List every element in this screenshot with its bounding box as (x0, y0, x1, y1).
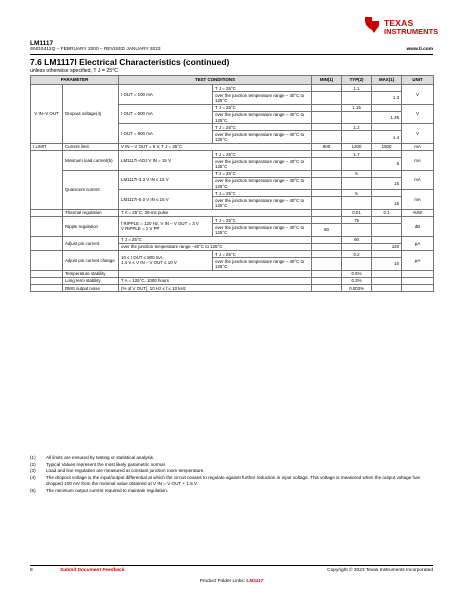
col-header-test-conditions: TEST CONDITIONS (119, 76, 312, 85)
copyright: Copyright © 2023 Texas Instruments Incorporated (327, 568, 433, 573)
typ-value: 1.1 (342, 85, 372, 92)
quiescent-condition: LM1117I-5.0 V IN ≤ 15 V (119, 190, 213, 210)
texas-state-icon (363, 15, 381, 35)
condition-range: over the junction temperature range – 40°C to 125°C (213, 224, 312, 236)
unit-value: µA (402, 251, 434, 271)
dropout-condition: I OUT = 800 mA (119, 124, 213, 144)
col-header-min: MIN(1) (312, 76, 342, 85)
ripple-parameter: Ripple regulation (63, 217, 119, 237)
footnote-text: All limits are ensured by testing or statistical analysis. (46, 455, 155, 460)
col-header-unit: UNIT (402, 76, 434, 85)
col-header-parameter: PARAMETER (31, 76, 119, 85)
quiescent-parameter: Quiescent current (63, 170, 119, 209)
max-value: 1500 (372, 143, 402, 150)
header-rule (30, 54, 433, 55)
product-folder-link[interactable]: LM1117 (246, 579, 264, 584)
product-folder-label: Product Folder Links: (199, 579, 246, 584)
condition-range: over the junction temperature range – 40°C to 125°C (213, 131, 312, 143)
unit-value: V (402, 104, 434, 124)
footnote-item (30, 475, 433, 488)
temp-stability-parameter: Temperature stability (63, 270, 119, 277)
max-value: 120 (372, 243, 402, 250)
page-number: 8 (30, 568, 33, 573)
footnote-text: The dropout voltage is the input/output differential at which the circuit ceases to regulate against further reduction in input voltage. This voltage is measured when the output voltage has dropped 100 mV from the nominal value obtained at V IN = V OUT + 1.5 V. (46, 474, 420, 486)
typ-value: 60 (342, 236, 372, 243)
section-title: 7.6 LM1117I Electrical Characteristics (continued) (30, 57, 230, 67)
dropout-condition: I OUT = 100 mA (119, 85, 213, 105)
condition-tj: T J = 25°C (213, 85, 312, 92)
typ-value: 1.7 (342, 151, 372, 158)
dropout-symbol: V IN–V OUT (31, 85, 63, 144)
footnote-text: Typical Values represent the most likely parametric normal. (46, 461, 166, 467)
adj-change-parameter: Adjust pin current change (63, 251, 119, 271)
table-row (31, 151, 434, 158)
max-value: 5 (372, 158, 402, 170)
unit-value: %/W (402, 209, 434, 216)
unit-value: dB (402, 217, 434, 237)
condition-range: over the junction temperature range – 40°C to 125°C (213, 158, 312, 170)
footnote-text: The minimum output current required to maintain regulation. (46, 487, 169, 493)
min-load-parameter: Minimum load current(5) (63, 151, 119, 171)
adj-pin-condition-2: over the junction temperature range –40°C to 125°C (119, 243, 312, 250)
product-folder-links (0, 579, 463, 584)
col-header-typ: TYP(2) (342, 76, 372, 85)
table-row (31, 270, 434, 277)
condition-range: over the junction temperature range – 40°C to 125°C (213, 258, 312, 270)
adj-pin-condition-1: T J = 25°C (119, 236, 312, 243)
table-row (31, 277, 434, 284)
adj-pin-parameter: Adjust pin current (63, 236, 119, 250)
table-row (31, 209, 434, 216)
unit-value: mA (402, 170, 434, 190)
footnotes (30, 455, 433, 494)
adj-change-condition-line2: 1.4 V ≤ V IN – V OUT ≤ 10 V (121, 260, 177, 266)
table-row (31, 85, 434, 92)
typ-value: 0.003% (342, 285, 372, 292)
long-term-parameter: Long term stability (63, 277, 119, 284)
adj-change-condition-line1: 10 ≤ I OUT ≤ 800 mA, (121, 255, 164, 261)
condition-range: over the junction temperature range – 40°C to 125°C (213, 111, 312, 123)
typ-value: 1.15 (342, 104, 372, 111)
long-term-condition: T A = 125°C, 1000 hours (119, 277, 312, 284)
current-limit-condition: V IN – V OUT = 5 V, T J = 25°C (119, 143, 312, 150)
dropout-parameter: Dropout voltage(4) (63, 85, 119, 144)
unit-value: µA (402, 236, 434, 250)
min-load-condition: LM1117I-ADJ V IN = 15 V (119, 151, 213, 171)
max-value: 15 (372, 197, 402, 209)
typ-value: 0.01 (342, 209, 372, 216)
footnote-text: Load and line regulation are measured at constant junction room temperature. (46, 468, 205, 473)
footnote-number: (1) (30, 455, 36, 460)
table-row (31, 170, 434, 177)
document-code: SNOS412Q – FEBRUARY 2000 – REVISED JANUARY 2023 (30, 47, 161, 52)
min-value: 800 (312, 143, 342, 150)
logo-text-instruments: INSTRUMENTS (384, 27, 439, 36)
table-row (31, 251, 434, 258)
typ-value: 0.5% (342, 270, 372, 277)
footnote-number: (5) (30, 487, 36, 493)
unit-value: V (402, 85, 434, 105)
ripple-condition (119, 217, 213, 237)
max-value: 1.3 (372, 92, 402, 104)
footnote-number: (4) (30, 474, 36, 480)
table-row (31, 236, 434, 243)
footnote-number: (3) (30, 468, 36, 473)
quiescent-condition: LM1117I-3.3 V IN ≤ 15 V (119, 170, 213, 190)
unit-value: mA (402, 190, 434, 210)
typ-value: 1200 (342, 143, 372, 150)
col-header-max: MAX(1) (372, 76, 402, 85)
condition-tj: T J = 25°C (213, 151, 312, 158)
thermal-condition: T A = 25°C, 30-ms pulse (119, 209, 312, 216)
condition-tj: T J = 25°C (213, 190, 312, 197)
current-limit-parameter: Current limit (63, 143, 119, 150)
website-link[interactable]: www.ti.com (406, 47, 433, 52)
ti-logo (363, 15, 439, 37)
max-value: 1.4 (372, 131, 402, 143)
unit-value: mA (402, 151, 434, 171)
max-value: 0.1 (372, 209, 402, 216)
max-value: 10 (372, 258, 402, 270)
table-header-row (31, 76, 434, 85)
rms-noise-condition: (% of V OUT), 10 Hz ≤ f ≤ 10 kHz (119, 285, 312, 292)
dropout-condition: I OUT = 500 mA (119, 104, 213, 124)
table-row (31, 143, 434, 150)
condition-tj: T J = 25°C (213, 124, 312, 131)
max-value: 15 (372, 177, 402, 189)
logo-text-texas: TEXAS (384, 18, 414, 28)
thermal-parameter: Thermal regulation (63, 209, 119, 216)
typ-value: 75 (342, 217, 372, 224)
unit-value: V (402, 124, 434, 144)
unit-value: mA (402, 143, 434, 150)
footnote-number: (2) (30, 461, 36, 467)
footnote-item (30, 488, 433, 495)
typ-value: 5 (342, 170, 372, 177)
rms-noise-parameter: RMS output noise (63, 285, 119, 292)
submit-feedback-link[interactable]: Submit Document Feedback (60, 568, 125, 573)
current-limit-symbol: I LIMIT (31, 143, 63, 150)
condition-tj: T J = 25°C (213, 170, 312, 177)
typ-value: 0.3% (342, 277, 372, 284)
typ-value: 5 (342, 190, 372, 197)
table-row (31, 217, 434, 224)
condition-tj: T J = 25°C (213, 251, 312, 258)
electrical-characteristics-table (30, 75, 434, 292)
part-number: LM1117 (30, 40, 54, 47)
typ-value: 1.2 (342, 124, 372, 131)
max-value: 1.35 (372, 111, 402, 123)
conditions-note: unless otherwise specified, T J = 25°C (30, 68, 118, 74)
min-value: 60 (312, 224, 342, 236)
condition-range: over the junction temperature range – 40°C to 125°C (213, 92, 312, 104)
ripple-condition-line1: f RIPPLE = 120 Hz, V IN – V OUT = 3 V (121, 221, 199, 227)
ripple-condition-line2: V RIPPLE = 1 V PP (121, 226, 160, 232)
table-row (31, 285, 434, 292)
condition-range: over the junction temperature range – 40°C to 125°C (213, 177, 312, 189)
condition-range: over the junction temperature range – 40°C to 125°C (213, 197, 312, 209)
condition-tj: T J = 25°C (213, 217, 312, 224)
condition-tj: T J = 25°C (213, 104, 312, 111)
footer-rule (30, 565, 433, 566)
adj-change-condition (119, 251, 213, 271)
typ-value: 0.2 (342, 251, 372, 258)
